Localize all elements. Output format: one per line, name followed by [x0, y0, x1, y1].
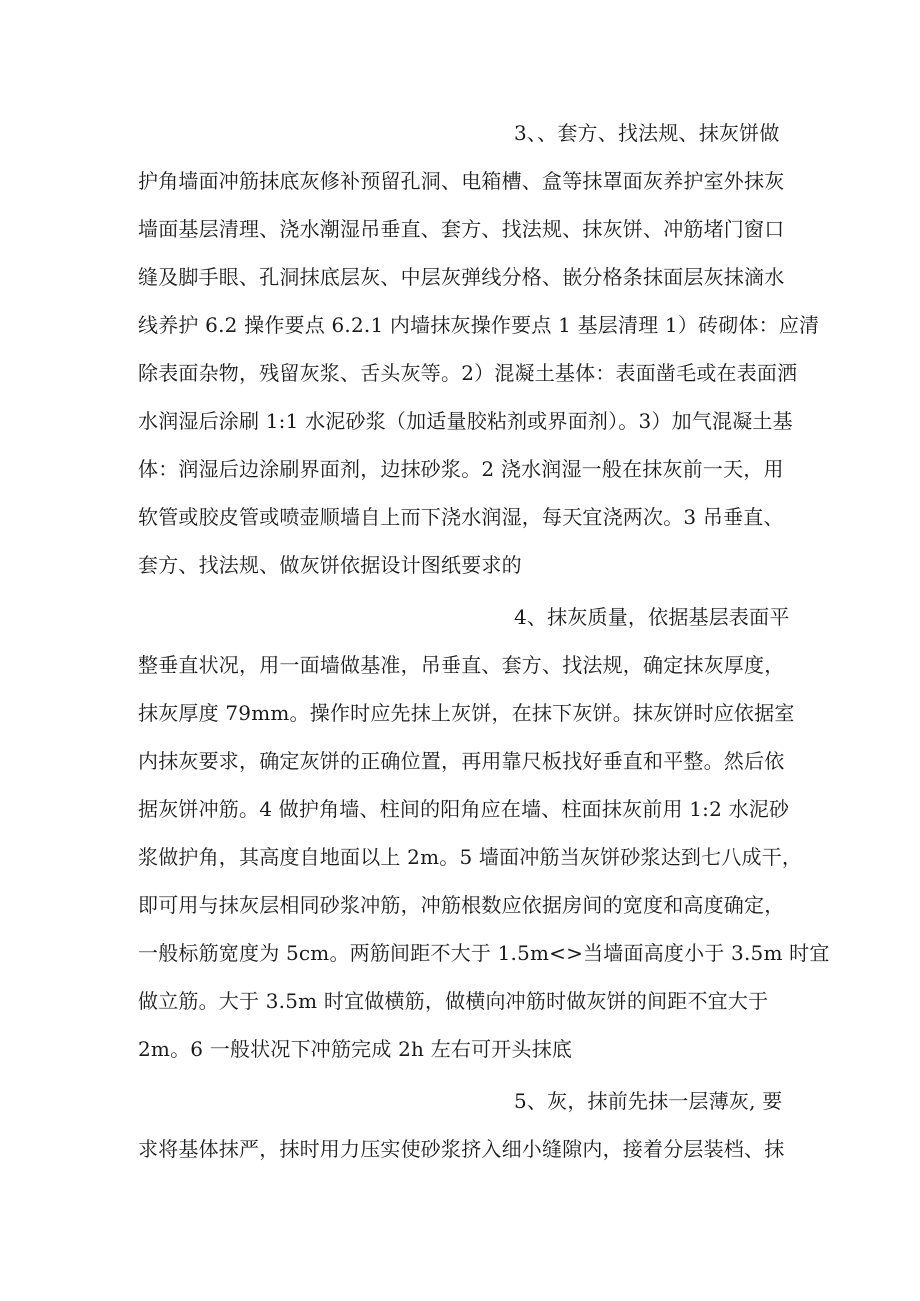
text-line: 内抹灰要求，确定灰饼的正确位置，再用靠尺板找好垂直和平整。然后依: [138, 749, 785, 773]
section-5-heading: 5、灰，抹前先抹一层薄灰, 要: [514, 1089, 783, 1113]
text-line: 据灰饼冲筋。4 做护角墙、柱间的阳角应在墙、柱面抹灰前用 1:2 水泥砂: [138, 797, 790, 821]
text-line: 体：润湿后边涂刷界面剂，边抹砂浆。2 浇水润湿一般在抹灰前一天，用: [138, 457, 784, 481]
text-line: 软管或胶皮管或喷壶顺墙自上而下浇水润湿，每天宜浇两次。3 吊垂直、: [138, 505, 784, 529]
text-line: 整垂直状况，用一面墙做基准，吊垂直、套方、找法规，确定抹灰厚度，: [138, 653, 785, 677]
text-line: 除表面杂物，残留灰浆、舌头灰等。2）混凝土基体：表面凿毛或在表面洒: [138, 361, 798, 385]
text-line: 一般标筋宽度为 5cm。两筋间距不大于 1.5m<>当墙面高度小于 3.5m 时宜: [138, 941, 830, 965]
text-line: 护角墙面冲筋抹底灰修补预留孔洞、电箱槽、盒等抹罩面灰养护室外抹灰: [138, 169, 785, 193]
text-line: 抹灰厚度 79mm。操作时应先抹上灰饼，在抹下灰饼。抹灰饼时应依据室: [138, 701, 795, 725]
text-line: 浆做护角，其高度自地面以上 2m。5 墙面冲筋当灰饼砂浆达到七八成干，: [138, 845, 803, 869]
text-line: 即可用与抹灰层相同砂浆冲筋，冲筋根数应依据房间的宽度和高度确定，: [138, 893, 785, 917]
text-line: 做立筋。大于 3.5m 时宜做横筋，做横向冲筋时做灰饼的间距不宜大于: [138, 989, 769, 1013]
text-line: 套方、找法规、做灰饼依据设计图纸要求的: [138, 553, 522, 577]
text-line: 缝及脚手眼、孔洞抹底层灰、中层灰弹线分格、嵌分格条抹面层灰抹滴水: [138, 265, 785, 289]
section-4-heading: 4、抹灰质量，依据基层表面平: [514, 605, 790, 629]
text-line: 2m。6 一般状况下冲筋完成 2h 左右可开头抹底: [138, 1037, 573, 1061]
text-line: 水润湿后涂刷 1:1 水泥砂浆（加适量胶粘剂或界面剂）。3）加气混凝土基: [138, 409, 793, 433]
section-3-heading: 3、、套方、找法规、抹灰饼做: [514, 121, 780, 145]
text-line: 墙面基层清理、浇水潮湿吊垂直、套方、找法规、抹灰饼、冲筋堵门窗口: [138, 217, 785, 241]
text-line: 求将基体抹严，抹时用力压实使砂浆挤入细小缝隙内，接着分层装档、抹: [138, 1137, 785, 1161]
text-line: 线养护 6.2 操作要点 6.2.1 内墙抹灰操作要点 1 基层清理 1）砖砌体：应清: [138, 313, 820, 337]
